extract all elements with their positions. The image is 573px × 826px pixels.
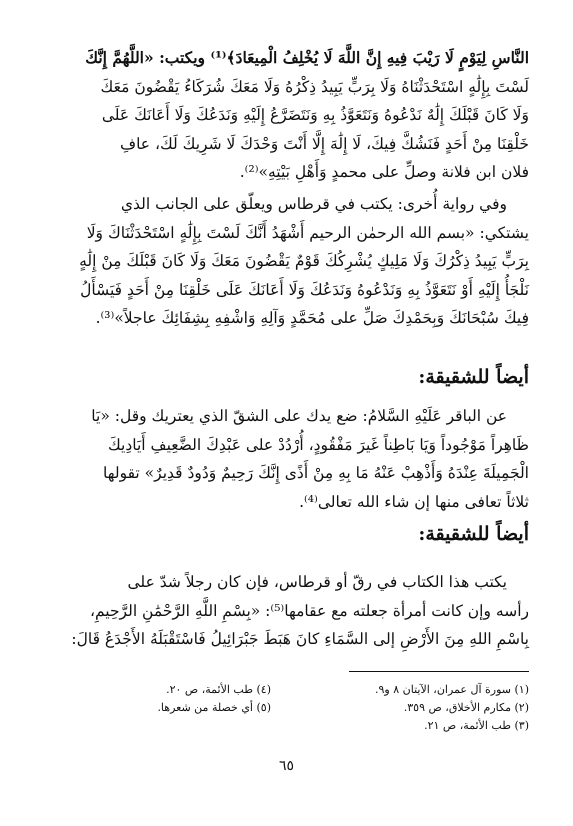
footnote: (٣) طب الأئمة، ص ٢١. [424,719,529,732]
paragraph-2-line: وفي رواية أُخرى: يكتب في قرطاس ويعلّق على الجانب الذي [120,195,507,213]
footnote: (١) سورة آل عمران، الآيتان ٨ و٩. [375,683,529,696]
paragraph-1-line: النَّاسِ لِيَوْمٍ لَا رَيْبَ فِيهِ إِنَّ اللَّهَ لَا يُخْلِفُ الْمِيعَادَ﴾⁽¹⁾ ويكتب: «اللَّهُمَّ إِنَّكَ [85,48,529,67]
paragraph-3-line: عن الباقر عَلَيْهِ السَّلامُ: ضع يدك على الشقّ الذي يعتريك وقل: «يَا [91,407,507,425]
paragraph-4-line: بِاسْمِ اللهِ مِنَ الأَرْضِ إلى السَّمَاءِ كانَ هَبَطَ جَبْرَائِيلُ فَاسْتَقْبَلَهُ الأَجْدَعُ قَالَ: [71,630,529,649]
paragraph-1-line: لَسْتَ بِإِلَٰهٍ اسْتَحْدَثْنَاهُ وَلَا بِرَبٍّ يَبِيدُ ذِكْرُهُ وَلَا مَعَكَ شُرَكَاءُ يَقْضُونَ مَعَكَ [100,77,529,96]
paragraph-3-line: ثلاثاً تعافى منها إن شاء الله تعالى⁽⁴⁾. [299,492,529,511]
section-heading: أيضاً للشقيقة: [418,366,529,388]
footnote: (٢) مكارم الأخلاق، ص ٣٥٩. [403,701,529,714]
paragraph-1-line: وَلَا كَانَ قَبْلَكَ إِلَٰهٌ نَدْعُوهُ وَنَتَعَوَّذُ بِهِ وَنَتَضَرَّعُ إِلَيْهِ وَنَدَعُكَ وَلَا أَعَانَكَ عَلَى [101,106,529,125]
paragraph-4 [43,568,529,654]
footnote: (٤) طب الأئمة، ص ٢٠. [166,683,271,696]
paragraph-2-line: فِيكَ سُبْحَانَكَ وَبِحَمْدِكَ صَلِّ على مُحَمَّدٍ وَآلِهِ وَاشْفِهِ بِشِفَائِكَ عاجلاً»⁽³⁾. [95,309,529,328]
paragraph-3-line: ظَاهِراً مَوْجُوداً وَيَا بَاطِناً غَيرَ مَفْقُودٍ، أُرْدُدْ على عَبْدِكَ الضَّعِيفِ أَيَادِيكَ [107,435,529,454]
paragraph-2-line: بِرَبٍّ يَبِيدُ ذِكْرُكَ وَلَا مَلِيكٍ يُشْرِكُكَ قَوْمٌ يَقْضُونَ مَعَكَ وَلَا كَانَ قَبْلَكَ مِنْ إِلَٰهٍ [79,252,529,271]
paragraph-4-line: يكتب هذا الكتاب في رقّ أو قرطاس، فإن كان رجلاً شدّ على [127,573,507,591]
footnotes-left-column [41,681,271,717]
section-heading: أيضاً للشقيقة: [418,523,529,545]
paragraph-2-line: يشتكي: «بسم الله الرحمٰن الرحيم أَشْهَدُ أَنَّكَ لَسْتَ بِإِلَٰهٍ اسْتَحْدَثْنَاكَ وَلَا [86,223,529,242]
paragraph-1-line: فلان ابن فلانة وصلِّ على محمدٍ وَأَهْلِ بَيْتِهِ»⁽²⁾. [239,163,529,182]
paragraph-2-line: نَلْجَأُ إِلَيْهِ أَوْ نَتَعَوَّذُ بِهِ وَنَدْعُوهُ وَنَدَعُكَ وَلَا أَعَانَكَ عَلَى خَلْقِنَا مِنْ أَحَدٍ فَيَسْأَلُ [80,280,529,299]
paragraph-2 [43,190,529,333]
paragraph-1-line: خَلْقِنَا مِنْ أَحَدٍ فَنَشُكَّ فِيكَ، لَا إِلَٰهَ إِلَّا أَنْتَ وَحْدَكَ لَا شَرِيكَ لَكَ، عافِ [120,134,529,153]
paragraph-3-line: الْجَمِيلَةَ عِنْدَهُ وَأَذْهِبْ عَنْهُ مَا بِهِ مِنْ أَذًى إِنَّكَ رَحِيمٌ وَدُودٌ قَدِيرٌ» تقولها [102,464,529,483]
footnotes-right-column [299,681,529,735]
footnote-separator [349,671,529,672]
page-number: ٦٥ [278,758,295,774]
paragraph-4-line: رأسه وإن كانت أمرأة جعلته مع عقامها⁽⁵⁾: «بِسْمِ اللَّهِ الرَّحْمَٰنِ الرَّحِيمِ، [89,601,529,620]
footnote: (٥) أي خصلة من شعرها. [157,701,271,714]
paragraph-3 [43,402,529,516]
paragraph-1 [43,44,529,187]
